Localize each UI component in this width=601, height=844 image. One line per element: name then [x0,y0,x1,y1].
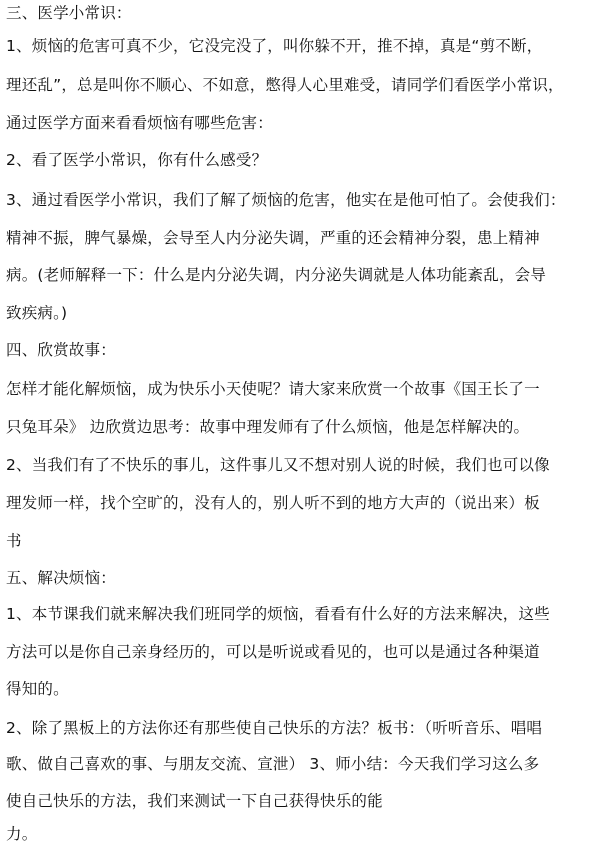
paragraph-line: 使自己快乐的方法，我们来测试一下自己获得快乐的能 [6,792,383,810]
section-heading-medical-knowledge: 三、医学小常识： [6,4,132,22]
paragraph-line: 3、通过看医学小常识，我们了解了烦恼的危害，他实在是他可怕了。会使我们： [6,191,566,209]
paragraph-line: 2、当我们有了不快乐的事儿，这件事儿又不想对别人说的时候，我们也可以像 [6,456,550,474]
paragraph-line: 书 [6,532,22,550]
paragraph-line: 病。(老师解释一下：什么是内分泌失调，内分泌失调就是人体功能紊乱，会导 [6,266,547,284]
section-heading-solve: 五、解决烦恼： [6,569,116,587]
paragraph-line: 歌、做自己喜欢的事、与朋友交流、宣泄） 3、师小结：今天我们学习这么多 [6,755,540,773]
paragraph-line: 2、除了黑板上的方法你还有那些使自己快乐的方法？板书：（听听音乐、唱唱 [6,719,543,737]
paragraph-line: 1、烦恼的危害可真不少，它没完没了，叫你躲不开，推不掉，真是“剪不断， [6,37,543,55]
paragraph-line: 理还乱”，总是叫你不顺心、不如意，憋得人心里难受，请同学们看医学小常识， [6,76,564,94]
paragraph-line: 怎样才能化解烦恼，成为快乐小天使呢？请大家来欣赏一个故事《国王长了一 [6,380,540,398]
paragraph-line: 力。 [6,825,38,843]
paragraph-line: 精神不振，脾气暴燥，会导至人内分泌失调，严重的还会精神分裂，患上精神 [6,229,540,247]
section-heading-story: 四、欣赏故事： [6,341,116,359]
paragraph-line: 通过医学方面来看看烦恼有哪些危害： [6,114,273,132]
paragraph-line: 得知的。 [6,680,69,698]
paragraph-line: 只兔耳朵》 边欣赏边思考：故事中理发师有了什么烦恼，他是怎样解决的。 [6,418,530,436]
paragraph-line: 1、本节课我们就来解决我们班同学的烦恼，看看有什么好的方法来解决，这些 [6,605,550,623]
paragraph-line: 理发师一样，找个空旷的，没有人的，别人听不到的地方大声的（说出来）板 [6,494,540,512]
paragraph-line: 2、看了医学小常识，你有什么感受？ [6,151,268,169]
paragraph-line: 方法可以是你自己亲身经历的，可以是听说或看见的，也可以是通过各种渠道 [6,643,540,661]
paragraph-line: 致疾病。) [6,304,68,322]
